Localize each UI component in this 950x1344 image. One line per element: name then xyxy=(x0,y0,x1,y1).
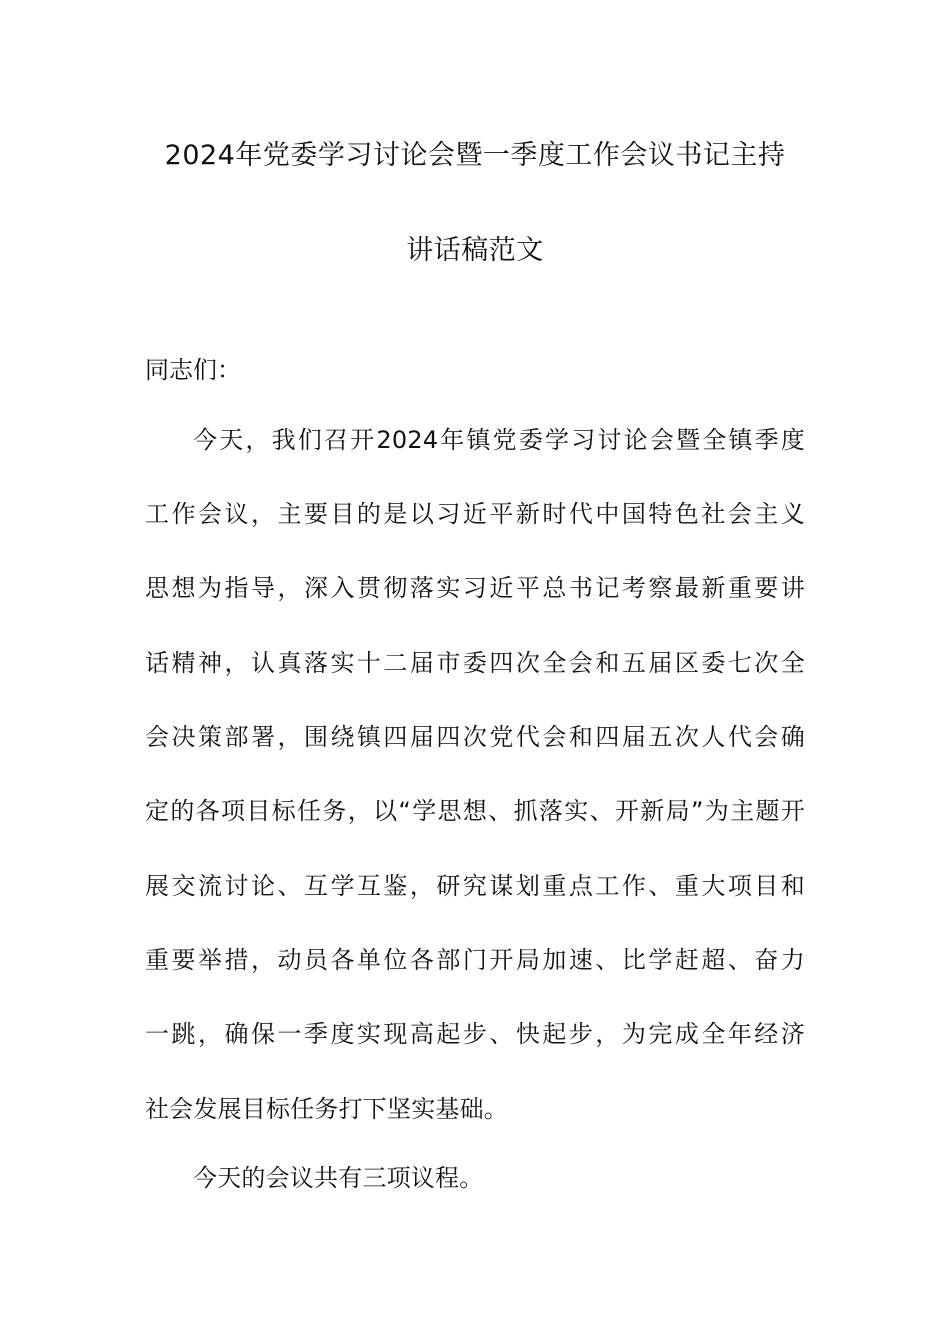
document-title-line-2: 讲话稿范文 xyxy=(406,235,544,266)
paragraph-1-line: 展交流讨论、互学互鉴，研究谋划重点工作、重大项目和 xyxy=(145,872,805,900)
paragraph-1-line: 社会发展目标任务打下坚实基础。 xyxy=(145,1095,508,1123)
document-title-line-1: 2024年党委学习讨论会暨一季度工作会议书记主持 xyxy=(164,140,786,171)
paragraph-1-line: 今天，我们召开2024年镇党委学习讨论会暨全镇季度 xyxy=(193,426,805,454)
paragraph-1-line: 会决策部署，围绕镇四届四次党代会和四届五次人代会确 xyxy=(145,723,805,751)
paragraph-2: 今天的会议共有三项议程。 xyxy=(193,1164,484,1192)
paragraph-1-line: 思想为指导，深入贯彻落实习近平总书记考察最新重要讲 xyxy=(145,574,805,602)
salutation: 同志们： xyxy=(145,356,241,384)
paragraph-1-line: 工作会议，主要目的是以习近平新时代中国特色社会主义 xyxy=(145,500,805,528)
paragraph-1-line: 重要举措，动员各单位各部门开局加速、比学赶超、奋力 xyxy=(145,946,805,974)
paragraph-1-line: 话精神，认真落实十二届市委四次全会和五届区委七次全 xyxy=(145,649,805,677)
paragraph-1-line: 一跳，确保一季度实现高起步、快起步，为完成全年经济 xyxy=(145,1020,805,1048)
paragraph-1-line: 定的各项目标任务，以“学思想、抓落实、开新局”为主题开 xyxy=(145,797,805,825)
